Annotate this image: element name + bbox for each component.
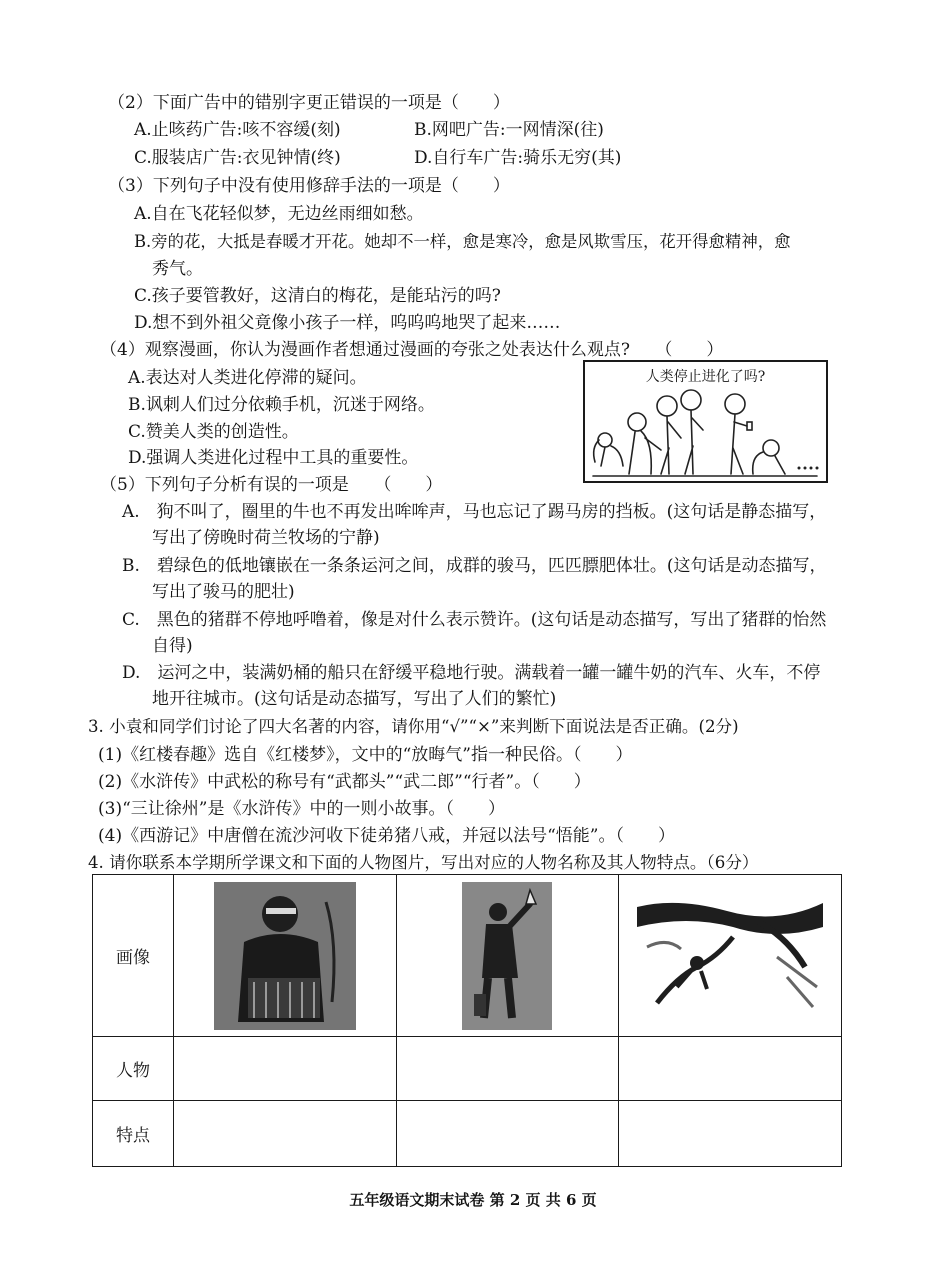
q2-stem: （2）下面广告中的错别字更正错误的一项是（ ） [108, 93, 510, 113]
page-footer: 五年级语文期末试卷 第 2 页 共 6 页 [349, 1191, 597, 1209]
q2-option-b: B.网吧广告:一网情深(往) [414, 120, 604, 140]
monkey-king-portrait [637, 897, 823, 1015]
q4-option-d: D.强调人类进化过程中工具的重要性。 [128, 448, 419, 468]
section3-item-4: (4)《西游记》中唐僧在流沙河收下徒弟猪八戒，并冠以法号“悟能”。（ ） [98, 826, 675, 846]
q4-option-a: A.表达对人类进化停滞的疑问。 [128, 368, 367, 388]
q3-option-b-cont: 秀气。 [152, 259, 203, 279]
q4-option-b: B.讽刺人们过分依赖手机，沉迷于网络。 [128, 395, 435, 415]
q5-option-b: B. 碧绿色的低地镶嵌在一条条运河之间，成群的骏马，匹匹膘肥体壮。(这句话是动态描写， [122, 556, 827, 576]
q5-option-a: A. 狗不叫了，圈里的牛也不再发出哞哞声，马也忘记了踢马房的挡板。(这句话是静态描写， [122, 502, 827, 522]
cartoon-caption: 人类停止进化了吗? [645, 369, 766, 385]
row-label-portrait: 画像 [93, 875, 174, 1037]
row-label-traits: 特点 [93, 1101, 174, 1167]
q4-stem: （4）观察漫画，你认为漫画作者想通过漫画的夸张之处表达什么观点? （ ） [100, 340, 724, 360]
q2-option-d: D.自行车广告:骑乐无穷(其) [414, 148, 622, 168]
section4-stem: 4. 请你联系本学期所学课文和下面的人物图片，写出对应的人物名称及其人物特点。（6分） [88, 853, 759, 872]
character-answer-2[interactable] [396, 1037, 619, 1101]
q2-option-c: C.服装店广告:衣见钟情(终) [134, 148, 341, 168]
traits-answer-1[interactable] [174, 1101, 397, 1167]
traits-answer-2[interactable] [396, 1101, 619, 1167]
q4-option-c: C.赞美人类的创造性。 [128, 422, 299, 442]
q3-option-a: A.自在飞花轻似梦，无边丝雨细如愁。 [134, 204, 424, 224]
section3-item-1: (1)《红楼春趣》选自《红楼梦》，文中的“放晦气”指一种民俗。（ ） [98, 745, 633, 765]
traits-answer-3[interactable] [619, 1101, 842, 1167]
q5-option-a-cont: 写出了傍晚时荷兰牧场的宁静) [152, 528, 380, 548]
evolution-cartoon [583, 360, 828, 483]
portrait-cell-2 [396, 875, 619, 1037]
character-answer-3[interactable] [619, 1037, 842, 1101]
soldier-portrait [462, 882, 552, 1030]
character-answer-1[interactable] [174, 1037, 397, 1101]
section3-item-3: (3)“三让徐州”是《水浒传》中的一则小故事。（ ） [98, 799, 505, 819]
section3-item-2: (2)《水浒传》中武松的称号有“武都头”“武二郎”“行者”。（ ） [98, 772, 591, 792]
portrait-cell-1 [174, 875, 397, 1037]
row-label-character: 人物 [93, 1037, 174, 1101]
q5-option-c: C. 黑色的猪群不停地呼噜着，像是对什么表示赞许。(这句话是动态描写，写出了猪群的怡然 [122, 610, 827, 630]
q3-stem: （3）下列句子中没有使用修辞手法的一项是（ ） [108, 176, 510, 196]
q3-option-c: C.孩子要管教好，这清白的梅花，是能玷污的吗? [134, 286, 501, 306]
q5-option-c-cont: 自得) [152, 636, 193, 656]
q5-option-b-cont: 写出了骏马的肥壮) [152, 582, 295, 602]
portrait-cell-3 [619, 875, 842, 1037]
q5-stem: （5）下列句子分析有误的一项是 （ ） [100, 475, 443, 495]
seated-figure-portrait [214, 882, 356, 1030]
q2-option-a: A.止咳药广告:咳不容缓(刻) [134, 120, 341, 140]
q5-option-d: D. 运河之中，装满奶桶的船只在舒缓平稳地行驶。满载着一罐一罐牛奶的汽车、火车，不停 [122, 663, 821, 683]
section3-stem: 3. 小袁和同学们讨论了四大名著的内容，请你用“√”“×”来判断下面说法是否正确。(2分) [88, 717, 739, 736]
q3-option-d: D.想不到外祖父竟像小孩子一样，呜呜呜地哭了起来…… [134, 313, 561, 333]
cartoon-drawing [585, 362, 826, 481]
q3-option-b: B.旁的花，大抵是春暖才开花。她却不一样，愈是寒冷，愈是风欺雪压，花开得愈精神，愈 [134, 232, 791, 251]
character-table [92, 874, 842, 1167]
q5-option-d-cont: 地开往城市。(这句话是动态描写，写出了人们的繁忙) [152, 689, 557, 709]
